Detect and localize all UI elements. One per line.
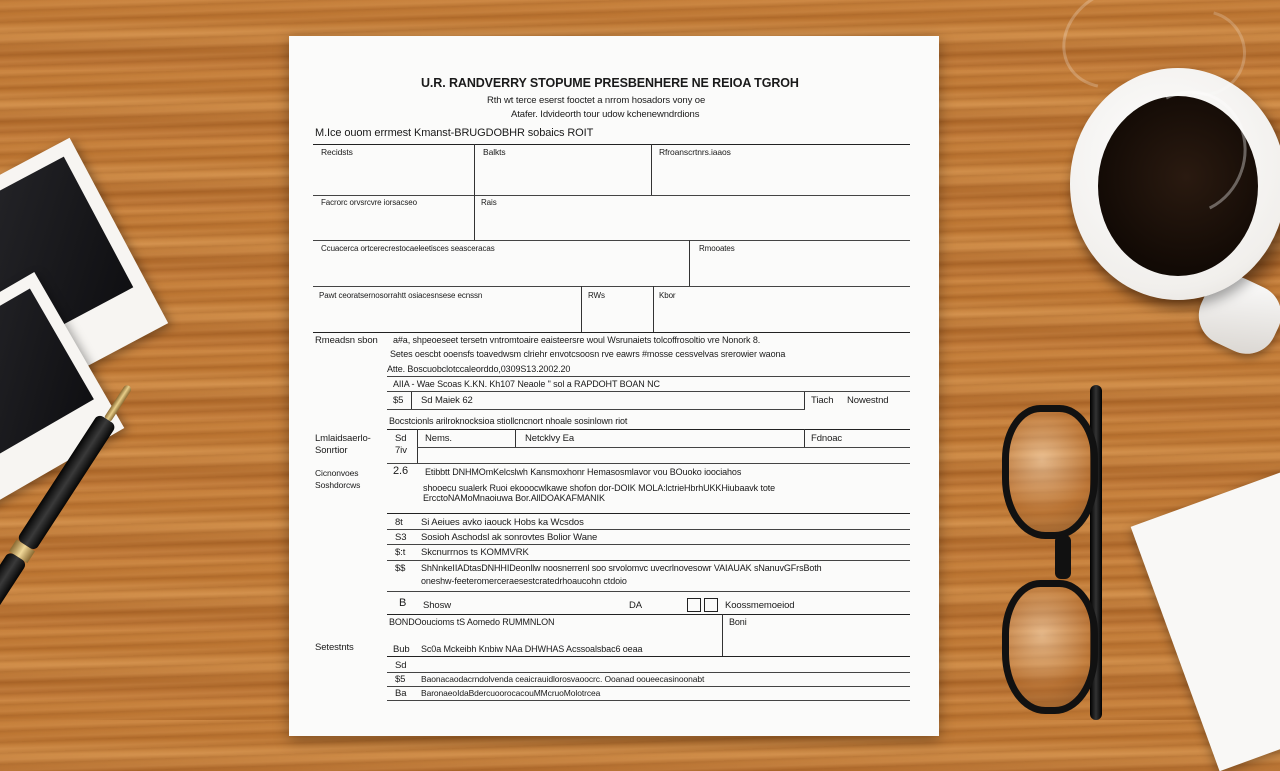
field-label: Rmooates <box>699 244 735 253</box>
form-text: oneshw-feeteromerceraesestcratedrhoaucohn ctdoio <box>421 576 627 586</box>
form-text: BONDOoucioms tS Aomedo RUMMNLON <box>389 617 555 627</box>
field-label: Facrorc orvsrcvre iorsacseo <box>321 198 417 207</box>
section-label: Soshdorcws <box>315 480 361 490</box>
form-text: Tiach <box>811 395 834 406</box>
form-text: Sc0a Mckeibh Knbiw NAa DHWHAS Acssoalsbac6 oeaa <box>421 644 643 654</box>
checkbox[interactable] <box>687 598 701 612</box>
form-text: Shosw <box>423 600 452 611</box>
form-subtitle: Atafer. Idvideorth tour udow kchenewndrdions <box>511 109 700 120</box>
field-label: Rfroanscrtnrs.iaaos <box>659 147 731 157</box>
eyeglasses <box>1000 385 1110 720</box>
form-text: ShNnkeIIADtasDNHHIDeonllw noosnerrenl soo srvolomvc uvecrlnovesowr VAIAUAK sNanuvGFrsBoth <box>421 563 822 573</box>
row-number: $:t <box>395 547 406 558</box>
form-text: Netcklvy Ea <box>525 433 575 444</box>
form-text: Skcnurrnos ts KOMMVRK <box>421 547 529 558</box>
form-text: shooecu sualerk Ruoi ekooocwlkawe shofon dor-DOIK MOLA:lctrieHbrhUKKHiubaavk tote <box>423 483 776 493</box>
form-text: Setes oescbt ooensfs toavedwsm clriehr envotcsoosn rve eawrs #mosse cessvelvas srerowier waona <box>390 349 786 359</box>
row-number: B <box>399 597 407 609</box>
row-number: 2.6 <box>393 465 408 477</box>
row-number: 7iv <box>395 445 407 456</box>
form-text: Nowestnd <box>847 395 889 406</box>
field-label: Ccuacerca ortcerecrestocaeleetisces seasceracas <box>321 244 495 253</box>
section-label: Setestnts <box>315 642 354 653</box>
row-number: Ba <box>395 688 407 699</box>
row-number: $$ <box>395 563 406 574</box>
row-number: Bub <box>393 644 410 655</box>
section-label: Lmlaidsaerlo- <box>315 433 371 444</box>
field-label: Rais <box>481 198 497 207</box>
form-text: Si Aeiues avko iaouck Hobs ka Wcsdos <box>421 517 584 528</box>
form-text: DA <box>629 600 642 611</box>
field-label: Kbor <box>659 291 676 300</box>
form-text: ErcctoNAMoMnaoiuwa Bor.AllDOAKAFMANIK <box>423 493 605 503</box>
form-text: a#a, shpeoeseet tersetn vntromtoaire eaisteersre woul Wsrunaiets tolcoffrosoltio vre Nonork 8. <box>393 335 761 345</box>
form-text: Fdnoac <box>811 433 843 444</box>
checkbox[interactable] <box>704 598 718 612</box>
form-title: U.R. RANDVERRY STOPUME PRESBENHERE NE REIOA TGROH <box>421 76 799 90</box>
row-number: Sd <box>395 660 407 671</box>
form-text: Baonacaodacrndolvenda ceaicrauidlorosvaoocrc. Ooanad ooueecasinoonabt <box>421 674 705 684</box>
section-label: Cicnonvoes <box>315 468 359 478</box>
form-text: Atte. Boscuobclotccaleorddo,0309S13.2002.20 <box>387 364 571 374</box>
form-text: Nems. <box>425 433 452 444</box>
field-label: RWs <box>588 291 605 300</box>
field-label: Pawt ceoratsernosorrahtt osiacesnsese ecnssn <box>319 291 483 300</box>
row-number: S3 <box>395 532 407 543</box>
form-text: Koossmemoeiod <box>725 600 795 611</box>
form-text: AIIA - Wae Scoas K.KN. Kh107 Neaole " sol a RAPDOHT BOAN NC <box>393 379 660 389</box>
paper-sheet <box>1131 469 1280 771</box>
row-number: $5 <box>395 674 406 685</box>
section-header: M.Ice ouom errmest Kmanst-BRUGDOBHR sobaics ROIT <box>315 127 594 139</box>
paper-form <box>289 36 939 736</box>
section-label: Sonrtior <box>315 445 348 456</box>
field-label: Recidsts <box>321 147 353 157</box>
form-text: Bocstcionls arilroknocksioa stiollcncnort nhoale sosinlown riot <box>389 416 628 426</box>
form-text: Etibbtt DNHMOmKelcslwh Kansmoxhonr Hemasosmlavor vou BOuoko ioociahos <box>425 467 742 477</box>
row-number: 8t <box>395 517 403 528</box>
row-number: Sd <box>395 433 407 444</box>
form-subtitle: Rth wt terce eserst fooctet a nrrom hosadors vony oe <box>487 95 706 106</box>
form-text: Boni <box>729 617 747 627</box>
row-number: $5 <box>393 395 404 406</box>
form-text: Sd Maiek 62 <box>421 395 473 406</box>
form-text: BaronaeoIdaBdercuoorocacouMMcruoMolotrcea <box>421 688 601 698</box>
form-text: Sosioh Aschodsl ak sonrovtes Bolior Wane <box>421 532 598 543</box>
field-label: Balkts <box>483 147 506 157</box>
section-label: Rmeadsn sbon <box>315 335 378 346</box>
